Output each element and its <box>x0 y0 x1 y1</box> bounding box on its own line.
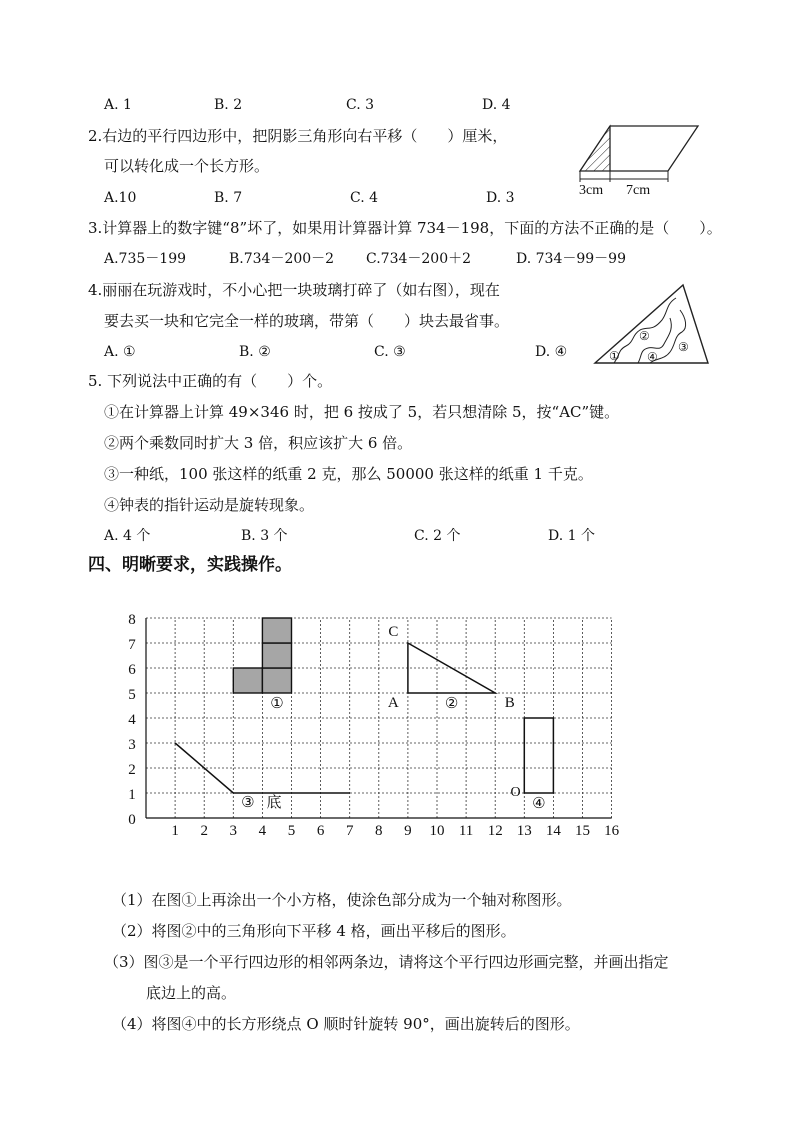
x-tick-label: 5 <box>287 823 296 839</box>
task-3: （3）图③是一个平行四边形的相邻两条边，请将这个平行四边形画完整，并画出指定 <box>104 953 669 971</box>
coordinate-grid <box>100 600 640 845</box>
piece-1-label: ① <box>609 349 620 363</box>
q5-option-c: C. 2 个 <box>414 528 461 544</box>
y-tick-label: 6 <box>128 662 136 678</box>
shaded-square <box>233 668 262 693</box>
q1-option-a: A. 1 <box>104 97 132 113</box>
q1-option-c: C. 3 <box>346 97 375 113</box>
q3-option-b: B.734－200－2 <box>229 251 335 267</box>
parallelogram-figure <box>570 118 710 196</box>
q1-option-d: D. 4 <box>482 97 511 113</box>
label-3cm: 3cm <box>579 183 604 196</box>
task-4: （4）将图④中的长方形绕点 O 顺时针旋转 90°，画出旋转后的图形。 <box>112 1015 580 1033</box>
x-tick-label: 2 <box>200 823 208 839</box>
q4-question-line1: 4.丽丽在玩游戏时，不小心把一块玻璃打碎了（如右图），现在 <box>88 281 500 299</box>
x-tick-label: 9 <box>404 823 412 839</box>
q4-question-line2: 要去买一块和它完全一样的玻璃，带第（ ）块去最省事。 <box>104 312 510 330</box>
x-tick-label: 3 <box>229 823 238 839</box>
task-2: （2）将图②中的三角形向下平移 4 格，画出平移后的图形。 <box>112 922 516 940</box>
x-tick-label: 7 <box>345 823 354 839</box>
x-tick-label: 14 <box>545 823 561 839</box>
shaded-square <box>262 643 291 668</box>
x-tick-label: 1 <box>171 823 179 839</box>
y-tick-label: 8 <box>128 612 136 628</box>
x-tick-label: 10 <box>429 823 445 839</box>
task-3-continued: 底边上的高。 <box>146 984 237 1002</box>
q5-statement-3: ③一种纸，100 张这样的纸重 2 克，那么 50000 张这样的纸重 1 千克。 <box>104 465 593 483</box>
y-tick-label: 2 <box>128 762 136 778</box>
x-tick-label: 15 <box>575 823 590 839</box>
q4-option-b: B. ② <box>239 344 271 360</box>
q5-option-a: A. 4 个 <box>104 528 151 544</box>
y-tick-label: 1 <box>128 787 136 803</box>
q5-question: 5. 下列说法中正确的有（ ）个。 <box>88 372 333 390</box>
vertex-c-label: C <box>388 624 399 640</box>
piece-2-label: ② <box>639 329 650 343</box>
figure-1-label: ① <box>270 696 284 712</box>
x-tick-label: 11 <box>458 823 474 839</box>
broken-glass-figure <box>590 280 715 368</box>
x-tick-label: 16 <box>604 823 620 839</box>
q4-option-a: A. ① <box>104 344 136 360</box>
x-tick-label: 13 <box>516 823 532 839</box>
piece-4-label: ④ <box>647 350 658 364</box>
figure-2-label: ② <box>444 696 459 712</box>
section-heading: 四、明晰要求，实践操作。 <box>88 555 292 575</box>
rectangle-figure-4 <box>524 718 553 793</box>
q5-statement-4: ④钟表的指针运动是旋转现象。 <box>104 496 315 514</box>
q4-option-c: C. ③ <box>374 344 406 360</box>
figure-4-label: ④ <box>532 796 546 812</box>
x-tick-label: 4 <box>258 823 267 839</box>
q2-option-c: C. 4 <box>350 190 379 206</box>
shaded-square <box>262 618 291 643</box>
shaded-square <box>262 668 291 693</box>
label-7cm: 7cm <box>626 183 651 196</box>
x-tick-label: 8 <box>375 823 383 839</box>
q5-statement-2: ②两个乘数同时扩大 3 倍，积应该扩大 6 倍。 <box>104 434 413 452</box>
y-tick-label: 0 <box>128 812 136 828</box>
base-label: 底 <box>266 795 282 811</box>
q3-option-d: D. 734－99－99 <box>516 251 626 267</box>
q5-statement-1: ①在计算器上计算 49×346 时，把 6 按成了 5，若只想清除 5，按“AC”键。 <box>104 403 620 421</box>
q1-option-b: B. 2 <box>214 97 243 113</box>
point-o-label: O <box>510 785 521 800</box>
q2-option-b: B. 7 <box>214 190 243 206</box>
vertex-b-label: B <box>504 695 515 711</box>
y-tick-label: 4 <box>128 712 136 728</box>
y-tick-label: 7 <box>128 637 136 653</box>
q4-option-d: D. ④ <box>535 344 568 360</box>
q2-option-d: D. 3 <box>486 190 515 206</box>
vertex-a-label: A <box>387 695 399 711</box>
figure-3-label: ③ <box>241 795 255 811</box>
task-1: （1）在图①上再涂出一个小方格，使涂色部分成为一个轴对称图形。 <box>112 891 572 909</box>
x-tick-label: 12 <box>487 823 503 839</box>
x-tick-label: 6 <box>316 823 325 839</box>
q3-question: 3.计算器上的数字键“8”坏了，如果用计算器计算 734－198，下面的方法不正确的是（ ）。 <box>88 219 722 237</box>
q2-option-a: A.10 <box>104 190 137 206</box>
piece-3-label: ③ <box>678 340 689 354</box>
q2-question-line2: 可以转化成一个长方形。 <box>104 157 270 175</box>
q2-question-line1: 2.右边的平行四边形中，把阴影三角形向右平移（ ）厘米， <box>88 127 508 145</box>
q5-option-d: D. 1 个 <box>548 528 595 544</box>
y-tick-label: 3 <box>128 737 136 753</box>
q3-option-c: C.734－200＋2 <box>366 251 472 267</box>
q5-option-b: B. 3 个 <box>241 528 288 544</box>
y-tick-label: 5 <box>128 687 136 703</box>
q3-option-a: A.735－199 <box>104 251 187 267</box>
